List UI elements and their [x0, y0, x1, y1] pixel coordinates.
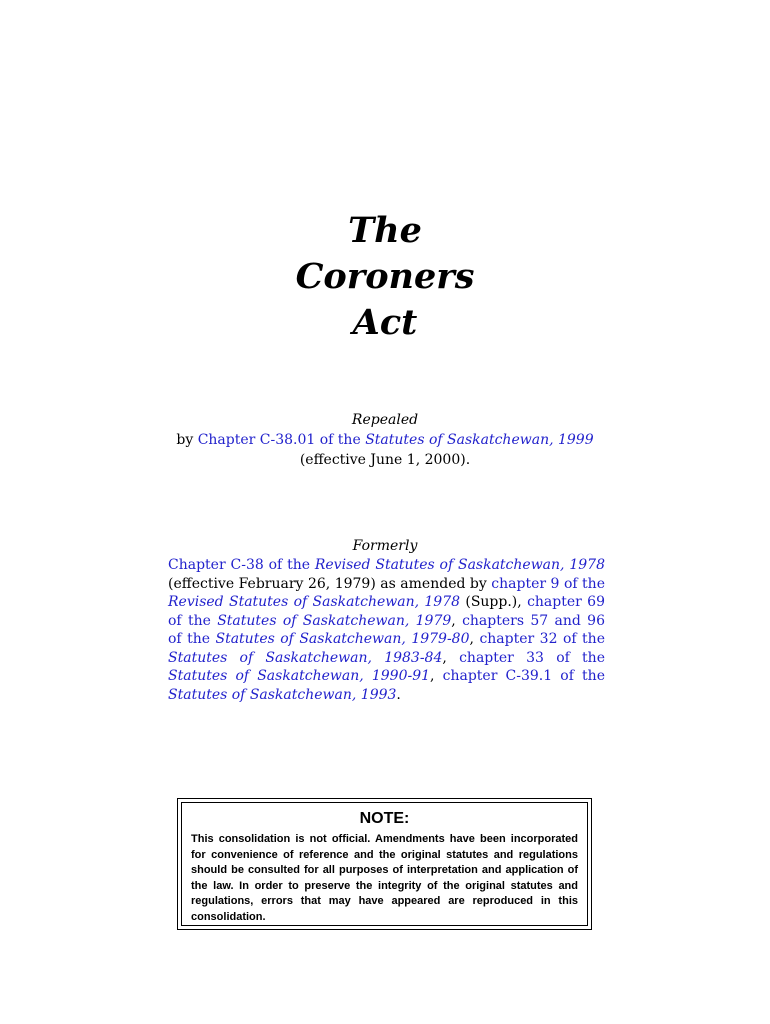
repealed-by-line	[0, 430, 770, 450]
repealed-heading: Repealed	[351, 412, 419, 428]
note-box-inner	[181, 802, 588, 926]
formerly-sep-1: ,	[451, 612, 463, 629]
formerly-ss-1979-80-link[interactable]: Statutes of Saskatchewan, 1979-80	[215, 631, 470, 647]
document-title	[0, 208, 770, 346]
formerly-sep-3: ,	[442, 649, 460, 666]
formerly-paragraph	[168, 556, 605, 704]
formerly-sep-4: ,	[430, 668, 443, 684]
note-box	[177, 798, 592, 930]
formerly-ss-1993-link[interactable]: Statutes of Saskatchewan, 1993	[168, 686, 397, 703]
note-title: NOTE:	[359, 810, 410, 827]
formerly-ch33-link[interactable]: chapter 33 of the	[459, 649, 605, 666]
formerly-chapter-link[interactable]: Chapter C-38 of the	[168, 557, 315, 573]
formerly-ch-c39-link[interactable]: chapter C-39.1 of the	[442, 668, 605, 684]
repealed-statutes-link[interactable]: Statutes of Saskatchewan, 1999	[365, 432, 594, 448]
note-text: This consolidation is not official. Amendments have been incorporated for convenience of reference and the original statutes and regulations should be consulted for all purposes of interpretation and application of the law. In order to preserve the integrity of the original statutes and regulations, errors that may have appeared are reproduced in this consolidation.	[191, 833, 578, 923]
formerly-ch9-link[interactable]: chapter 9 of the	[491, 575, 605, 592]
formerly-ss-1979-link[interactable]: Statutes of Saskatchewan, 1979	[217, 612, 452, 629]
formerly-ch32-link[interactable]: chapter 32 of the	[479, 631, 605, 647]
formerly-rss-1978-supp-link[interactable]: Revised Statutes of Saskatchewan, 1978	[168, 594, 461, 610]
formerly-sep-2: ,	[469, 631, 480, 647]
formerly-heading: Formerly	[352, 538, 418, 554]
repealed-effective: (effective June 1, 2000).	[299, 452, 471, 468]
repealed-chapter-link[interactable]: Chapter C-38.01 of the	[197, 432, 366, 448]
title-line-coroners: Coroners	[295, 256, 475, 297]
formerly-ch69-link[interactable]: chapter 69 of the	[168, 594, 605, 629]
formerly-supp-text: (Supp.),	[460, 594, 528, 610]
formerly-ch57-96-link[interactable]: chapters 57 and 96 of the	[168, 612, 605, 647]
repealed-section	[0, 410, 770, 470]
formerly-rss-1978-link[interactable]: Revised Statutes of Saskatchewan, 1978	[314, 557, 605, 573]
formerly-effective-text: (effective February 26, 1979) as amended by	[168, 575, 492, 592]
repealed-by-prefix: by	[176, 432, 198, 448]
title-line-act: Act	[352, 302, 418, 343]
title-line-the: The	[348, 210, 422, 251]
formerly-ss-1983-84-link[interactable]: Statutes of Saskatchewan, 1983-84	[168, 649, 443, 666]
formerly-period: .	[396, 686, 401, 703]
formerly-ss-1990-91-link[interactable]: Statutes of Saskatchewan, 1990-91	[168, 668, 431, 684]
